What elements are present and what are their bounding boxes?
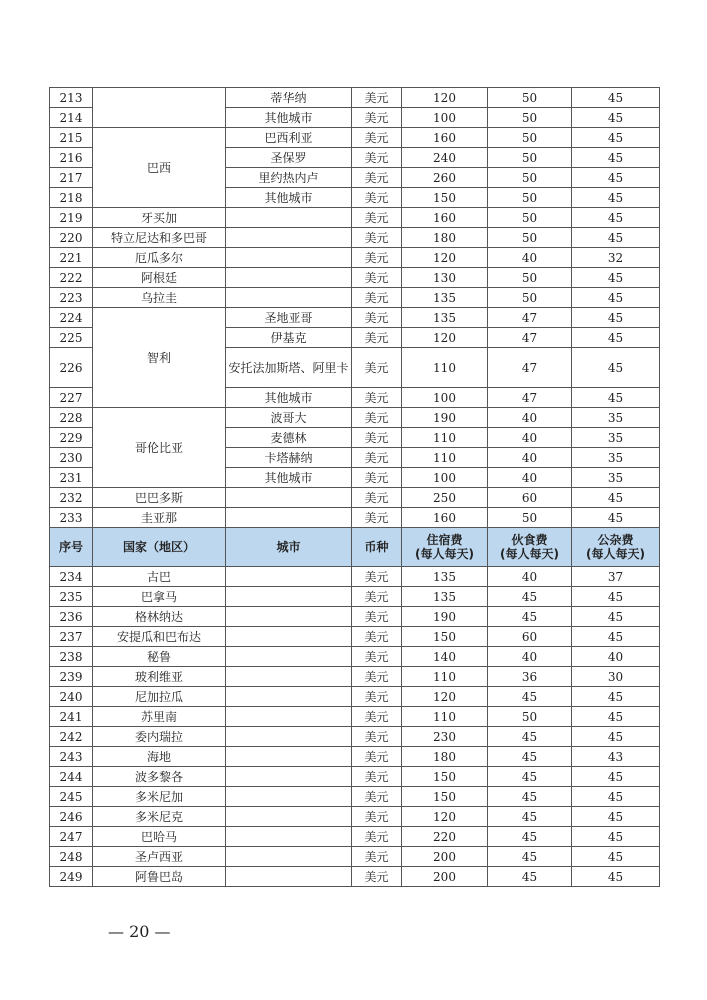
header-currency: 币种 (352, 528, 402, 567)
misc-cell: 45 (572, 587, 660, 607)
misc-cell: 45 (572, 847, 660, 867)
country-cell: 阿鲁巴岛 (93, 867, 226, 887)
country-cell: 乌拉圭 (93, 288, 226, 308)
currency-cell: 美元 (352, 348, 402, 388)
misc-cell: 32 (572, 248, 660, 268)
currency-cell: 美元 (352, 188, 402, 208)
table-row (50, 488, 660, 508)
row-number: 237 (50, 627, 93, 647)
row-number: 225 (50, 328, 93, 348)
food-cell: 50 (488, 148, 572, 168)
lodging-cell: 110 (402, 707, 488, 727)
city-cell: 圣保罗 (226, 148, 352, 168)
row-number: 216 (50, 148, 93, 168)
food-cell: 50 (488, 707, 572, 727)
currency-cell: 美元 (352, 428, 402, 448)
misc-cell: 40 (572, 647, 660, 667)
food-cell: 47 (488, 308, 572, 328)
country-cell: 牙买加 (93, 208, 226, 228)
page-number: — 20 — (108, 922, 171, 941)
city-cell (226, 767, 352, 787)
row-number: 215 (50, 128, 93, 148)
city-cell (226, 508, 352, 528)
lodging-cell: 160 (402, 508, 488, 528)
currency-cell: 美元 (352, 727, 402, 747)
lodging-cell: 100 (402, 388, 488, 408)
misc-cell: 35 (572, 468, 660, 488)
lodging-cell: 110 (402, 428, 488, 448)
table-row (50, 647, 660, 667)
table-row (50, 408, 660, 428)
header-misc-line: 公杂费 (597, 533, 634, 547)
country-cell: 巴巴多斯 (93, 488, 226, 508)
misc-cell: 45 (572, 787, 660, 807)
misc-cell: 45 (572, 627, 660, 647)
row-number: 213 (50, 88, 93, 108)
currency-cell: 美元 (352, 567, 402, 587)
lodging-cell: 240 (402, 148, 488, 168)
row-number: 242 (50, 727, 93, 747)
currency-cell: 美元 (352, 208, 402, 228)
country-cell: 智利 (93, 308, 226, 408)
row-number: 236 (50, 607, 93, 627)
misc-cell: 45 (572, 348, 660, 388)
country-cell: 多米尼加 (93, 787, 226, 807)
misc-cell: 45 (572, 508, 660, 528)
country-cell: 委内瑞拉 (93, 727, 226, 747)
lodging-cell: 110 (402, 348, 488, 388)
row-number: 221 (50, 248, 93, 268)
currency-cell: 美元 (352, 108, 402, 128)
misc-cell: 45 (572, 88, 660, 108)
header-misc-line: (每人每天) (586, 547, 645, 561)
currency-cell: 美元 (352, 248, 402, 268)
table-row (50, 807, 660, 827)
row-number: 229 (50, 428, 93, 448)
table-row (50, 508, 660, 528)
lodging-cell: 160 (402, 128, 488, 148)
city-cell (226, 288, 352, 308)
header-food (488, 528, 572, 567)
misc-cell: 45 (572, 388, 660, 408)
food-cell: 40 (488, 567, 572, 587)
city-cell (226, 627, 352, 647)
currency-cell: 美元 (352, 827, 402, 847)
country-cell: 哥伦比亚 (93, 408, 226, 488)
currency-cell: 美元 (352, 687, 402, 707)
currency-cell: 美元 (352, 268, 402, 288)
table-row (50, 867, 660, 887)
food-cell: 45 (488, 687, 572, 707)
food-cell: 50 (488, 128, 572, 148)
row-number: 245 (50, 787, 93, 807)
country-cell: 尼加拉瓜 (93, 687, 226, 707)
lodging-cell: 220 (402, 827, 488, 847)
lodging-cell: 200 (402, 867, 488, 887)
misc-cell: 45 (572, 727, 660, 747)
lodging-cell: 135 (402, 587, 488, 607)
country-cell: 玻利维亚 (93, 667, 226, 687)
row-number: 228 (50, 408, 93, 428)
country-cell: 厄瓜多尔 (93, 248, 226, 268)
table-row (50, 268, 660, 288)
city-cell (226, 847, 352, 867)
currency-cell: 美元 (352, 468, 402, 488)
country-cell: 波多黎各 (93, 767, 226, 787)
currency-cell: 美元 (352, 408, 402, 428)
row-number: 231 (50, 468, 93, 488)
lodging-cell: 120 (402, 328, 488, 348)
table-row (50, 747, 660, 767)
table-row (50, 787, 660, 807)
lodging-cell: 200 (402, 847, 488, 867)
lodging-cell: 130 (402, 268, 488, 288)
table-row (50, 567, 660, 587)
lodging-cell: 150 (402, 188, 488, 208)
food-cell: 40 (488, 408, 572, 428)
row-number: 241 (50, 707, 93, 727)
lodging-cell: 150 (402, 627, 488, 647)
food-cell: 45 (488, 847, 572, 867)
header-lodging-line: (每人每天) (415, 547, 474, 561)
lodging-cell: 110 (402, 448, 488, 468)
misc-cell: 45 (572, 767, 660, 787)
misc-cell: 45 (572, 268, 660, 288)
currency-cell: 美元 (352, 867, 402, 887)
country-cell: 圣卢西亚 (93, 847, 226, 867)
city-cell: 其他城市 (226, 108, 352, 128)
currency-cell: 美元 (352, 787, 402, 807)
lodging-cell: 120 (402, 88, 488, 108)
row-number: 246 (50, 807, 93, 827)
city-cell (226, 727, 352, 747)
currency-cell: 美元 (352, 767, 402, 787)
country-cell: 苏里南 (93, 707, 226, 727)
currency-cell: 美元 (352, 128, 402, 148)
row-number: 243 (50, 747, 93, 767)
table-row (50, 228, 660, 248)
row-number: 230 (50, 448, 93, 468)
lodging-cell: 100 (402, 468, 488, 488)
city-cell: 蒂华纳 (226, 88, 352, 108)
city-cell: 其他城市 (226, 388, 352, 408)
city-cell (226, 807, 352, 827)
country-cell (93, 88, 226, 128)
lodging-cell: 190 (402, 607, 488, 627)
table-row (50, 707, 660, 727)
misc-cell: 45 (572, 328, 660, 348)
lodging-cell: 135 (402, 567, 488, 587)
misc-cell: 45 (572, 827, 660, 847)
currency-cell: 美元 (352, 168, 402, 188)
city-cell (226, 607, 352, 627)
misc-cell: 35 (572, 408, 660, 428)
currency-cell: 美元 (352, 448, 402, 468)
table-row (50, 627, 660, 647)
food-cell: 40 (488, 448, 572, 468)
row-number: 219 (50, 208, 93, 228)
row-number: 235 (50, 587, 93, 607)
country-cell: 巴拿马 (93, 587, 226, 607)
country-cell: 特立尼达和多巴哥 (93, 228, 226, 248)
lodging-cell: 140 (402, 647, 488, 667)
table-row (50, 587, 660, 607)
food-cell: 50 (488, 288, 572, 308)
lodging-cell: 135 (402, 308, 488, 328)
currency-cell: 美元 (352, 148, 402, 168)
country-cell: 巴哈马 (93, 827, 226, 847)
currency-cell: 美元 (352, 747, 402, 767)
header-misc (572, 528, 660, 567)
row-number: 220 (50, 228, 93, 248)
food-cell: 45 (488, 827, 572, 847)
misc-cell: 45 (572, 208, 660, 228)
currency-cell: 美元 (352, 707, 402, 727)
food-cell: 40 (488, 428, 572, 448)
misc-cell: 45 (572, 288, 660, 308)
lodging-cell: 120 (402, 807, 488, 827)
currency-cell: 美元 (352, 607, 402, 627)
lodging-cell: 260 (402, 168, 488, 188)
row-number: 234 (50, 567, 93, 587)
food-cell: 45 (488, 747, 572, 767)
city-cell (226, 228, 352, 248)
lodging-cell: 100 (402, 108, 488, 128)
city-cell (226, 488, 352, 508)
misc-cell: 35 (572, 448, 660, 468)
food-cell: 50 (488, 228, 572, 248)
misc-cell: 45 (572, 607, 660, 627)
table-header-row (50, 528, 660, 567)
table-row (50, 607, 660, 627)
city-cell (226, 687, 352, 707)
food-cell: 45 (488, 787, 572, 807)
misc-cell: 45 (572, 228, 660, 248)
currency-cell: 美元 (352, 288, 402, 308)
row-number: 233 (50, 508, 93, 528)
table-row (50, 248, 660, 268)
misc-cell: 45 (572, 168, 660, 188)
food-cell: 47 (488, 328, 572, 348)
row-number: 247 (50, 827, 93, 847)
food-cell: 50 (488, 508, 572, 528)
food-cell: 50 (488, 268, 572, 288)
lodging-cell: 180 (402, 228, 488, 248)
food-cell: 45 (488, 867, 572, 887)
header-food-line: 伙食费 (511, 533, 548, 547)
food-cell: 45 (488, 587, 572, 607)
lodging-cell: 150 (402, 767, 488, 787)
city-cell: 里约热内卢 (226, 168, 352, 188)
city-cell (226, 787, 352, 807)
city-cell: 卡塔赫纳 (226, 448, 352, 468)
misc-cell: 45 (572, 488, 660, 508)
food-cell: 50 (488, 108, 572, 128)
food-cell: 47 (488, 388, 572, 408)
lodging-cell: 120 (402, 687, 488, 707)
city-cell (226, 567, 352, 587)
food-cell: 50 (488, 88, 572, 108)
allowance-table (49, 87, 660, 887)
country-cell: 秘鲁 (93, 647, 226, 667)
misc-cell: 45 (572, 308, 660, 328)
row-number: 232 (50, 488, 93, 508)
city-cell: 圣地亚哥 (226, 308, 352, 328)
food-cell: 47 (488, 348, 572, 388)
city-cell: 巴西利亚 (226, 128, 352, 148)
country-cell: 圭亚那 (93, 508, 226, 528)
lodging-cell: 150 (402, 787, 488, 807)
currency-cell: 美元 (352, 328, 402, 348)
row-number: 227 (50, 388, 93, 408)
row-number: 249 (50, 867, 93, 887)
misc-cell: 45 (572, 188, 660, 208)
country-cell: 多米尼克 (93, 807, 226, 827)
row-number: 240 (50, 687, 93, 707)
city-cell (226, 747, 352, 767)
city-cell: 安托法加斯塔、阿里卡 (226, 348, 352, 388)
city-cell (226, 647, 352, 667)
row-number: 244 (50, 767, 93, 787)
country-cell: 阿根廷 (93, 268, 226, 288)
currency-cell: 美元 (352, 388, 402, 408)
country-cell: 格林纳达 (93, 607, 226, 627)
header-lodging (402, 528, 488, 567)
header-city: 城市 (226, 528, 352, 567)
table-row (50, 88, 660, 108)
currency-cell: 美元 (352, 308, 402, 328)
currency-cell: 美元 (352, 847, 402, 867)
food-cell: 40 (488, 647, 572, 667)
currency-cell: 美元 (352, 88, 402, 108)
misc-cell: 35 (572, 428, 660, 448)
food-cell: 50 (488, 188, 572, 208)
table-row (50, 767, 660, 787)
table-row (50, 847, 660, 867)
row-number: 222 (50, 268, 93, 288)
misc-cell: 45 (572, 807, 660, 827)
misc-cell: 45 (572, 707, 660, 727)
city-cell (226, 667, 352, 687)
country-cell: 海地 (93, 747, 226, 767)
table-row (50, 208, 660, 228)
food-cell: 45 (488, 807, 572, 827)
row-number: 226 (50, 348, 93, 388)
table-row (50, 128, 660, 148)
misc-cell: 45 (572, 687, 660, 707)
header-country: 国家（地区） (93, 528, 226, 567)
header-no: 序号 (50, 528, 93, 567)
row-number: 223 (50, 288, 93, 308)
lodging-cell: 135 (402, 288, 488, 308)
header-food-line: (每人每天) (500, 547, 559, 561)
table-row (50, 667, 660, 687)
misc-cell: 43 (572, 747, 660, 767)
city-cell (226, 248, 352, 268)
country-cell: 巴西 (93, 128, 226, 208)
city-cell: 其他城市 (226, 468, 352, 488)
row-number: 238 (50, 647, 93, 667)
city-cell (226, 867, 352, 887)
food-cell: 50 (488, 208, 572, 228)
misc-cell: 45 (572, 108, 660, 128)
city-cell: 伊基克 (226, 328, 352, 348)
row-number: 224 (50, 308, 93, 328)
food-cell: 40 (488, 468, 572, 488)
misc-cell: 45 (572, 867, 660, 887)
table-row (50, 727, 660, 747)
food-cell: 60 (488, 627, 572, 647)
table-row (50, 687, 660, 707)
table-row (50, 288, 660, 308)
row-number: 214 (50, 108, 93, 128)
city-cell: 其他城市 (226, 188, 352, 208)
misc-cell: 45 (572, 148, 660, 168)
currency-cell: 美元 (352, 488, 402, 508)
currency-cell: 美元 (352, 508, 402, 528)
currency-cell: 美元 (352, 228, 402, 248)
row-number: 218 (50, 188, 93, 208)
city-cell (226, 268, 352, 288)
food-cell: 45 (488, 607, 572, 627)
food-cell: 45 (488, 767, 572, 787)
lodging-cell: 110 (402, 667, 488, 687)
lodging-cell: 250 (402, 488, 488, 508)
city-cell: 波哥大 (226, 408, 352, 428)
food-cell: 60 (488, 488, 572, 508)
header-lodging-line: 住宿费 (426, 533, 463, 547)
lodging-cell: 160 (402, 208, 488, 228)
city-cell (226, 707, 352, 727)
food-cell: 50 (488, 168, 572, 188)
lodging-cell: 230 (402, 727, 488, 747)
food-cell: 45 (488, 727, 572, 747)
table-row (50, 308, 660, 328)
currency-cell: 美元 (352, 587, 402, 607)
misc-cell: 37 (572, 567, 660, 587)
food-cell: 40 (488, 248, 572, 268)
country-cell: 安提瓜和巴布达 (93, 627, 226, 647)
city-cell (226, 208, 352, 228)
lodging-cell: 120 (402, 248, 488, 268)
table-row (50, 827, 660, 847)
row-number: 248 (50, 847, 93, 867)
country-cell: 古巴 (93, 567, 226, 587)
row-number: 239 (50, 667, 93, 687)
lodging-cell: 190 (402, 408, 488, 428)
currency-cell: 美元 (352, 647, 402, 667)
city-cell (226, 827, 352, 847)
misc-cell: 30 (572, 667, 660, 687)
misc-cell: 45 (572, 128, 660, 148)
currency-cell: 美元 (352, 627, 402, 647)
currency-cell: 美元 (352, 667, 402, 687)
currency-cell: 美元 (352, 807, 402, 827)
row-number: 217 (50, 168, 93, 188)
city-cell: 麦德林 (226, 428, 352, 448)
food-cell: 36 (488, 667, 572, 687)
city-cell (226, 587, 352, 607)
lodging-cell: 180 (402, 747, 488, 767)
